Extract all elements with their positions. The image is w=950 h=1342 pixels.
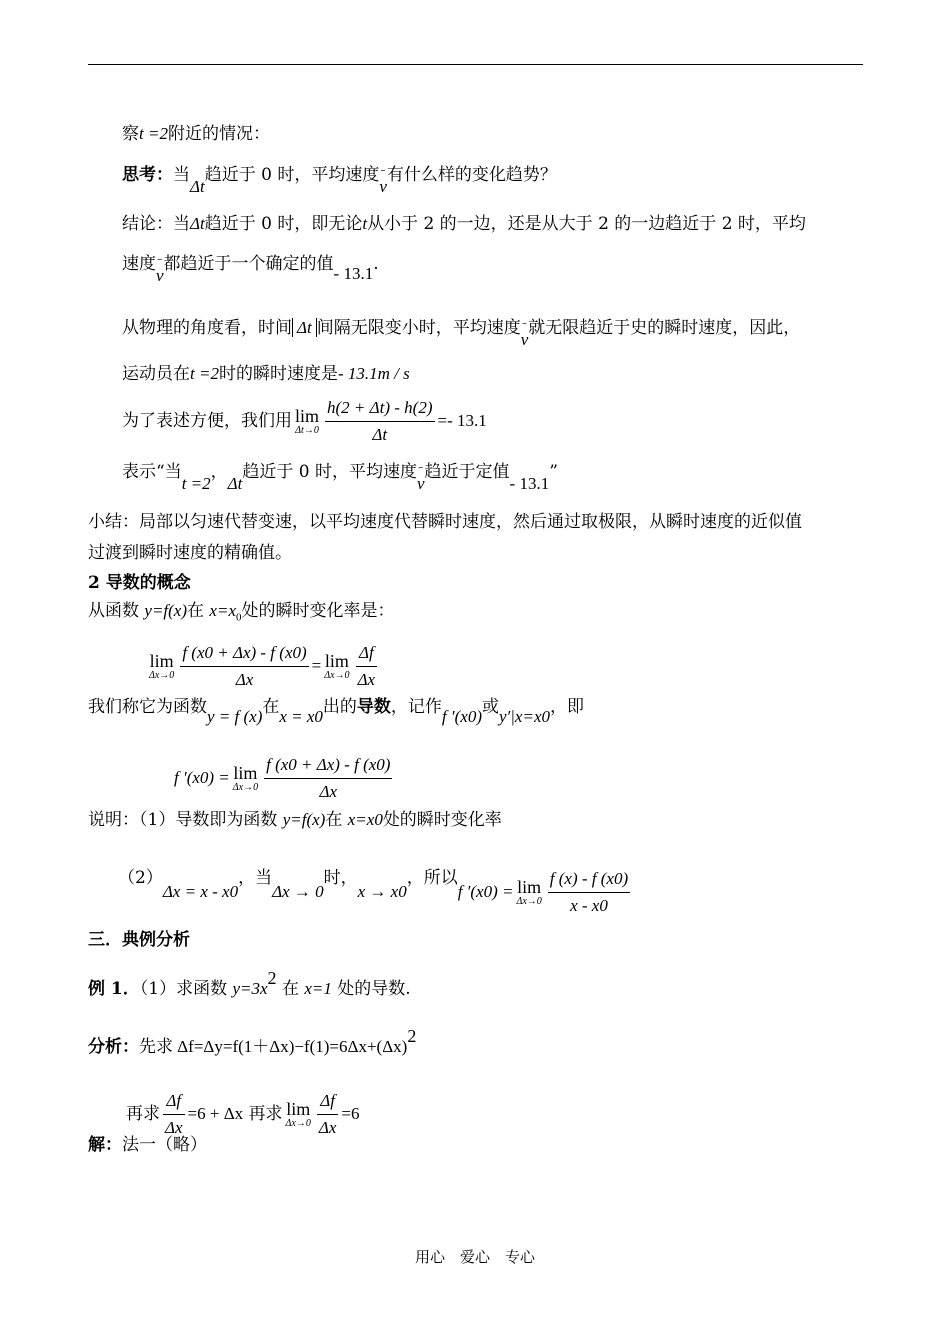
text: 都趋近于一个确定的值 <box>163 254 334 274</box>
math-vbar: – v <box>379 165 387 196</box>
text: 出的 <box>322 697 357 717</box>
math-lhs: f ′(x0) = <box>174 768 230 787</box>
text: 就无限趋近于史的瞬时速度，因此， <box>528 318 801 338</box>
math-x: x=x <box>209 601 236 620</box>
line-observe <box>122 122 270 146</box>
analysis-label: 分析： <box>88 1037 139 1057</box>
text: 表示“当 <box>122 462 182 482</box>
text: 间隔无限变小时，平均速度 <box>316 318 521 338</box>
section-title-examples: 三．典例分析 <box>88 930 190 950</box>
text: 趋近于 0 时，平均速度 <box>204 165 380 185</box>
header-rule <box>88 64 863 65</box>
text: ，当 <box>238 868 273 888</box>
math-dx0: Δx → 0 <box>272 882 324 901</box>
line-think <box>122 155 557 196</box>
math-equals: =6 + Δx <box>187 1104 244 1123</box>
limit-operator: lim Δx→0 <box>516 876 542 907</box>
summary-line-2: 过渡到瞬时速度的精确值。 <box>88 543 292 563</box>
math-x0: x = x0 <box>279 707 323 726</box>
summary-line-1: 小结：局部以匀速代替变速，以平均速度代替瞬时速度，然后通过取极限，从瞬时速度的近似值 <box>88 512 802 532</box>
line-physics-1 <box>122 308 801 349</box>
math-dt: Δt <box>227 474 243 493</box>
page-footer: 用心 爱心 专心 <box>414 1248 535 1266</box>
text: 在 <box>187 601 210 621</box>
math-t2: t =2 <box>139 124 168 143</box>
line-solution <box>88 1133 207 1157</box>
text: 再求 <box>248 1104 283 1124</box>
text: 趋近于定值 <box>424 462 510 482</box>
line-conclusion-1 <box>122 212 806 236</box>
think-label: 思考： <box>122 165 173 185</box>
line-express-text <box>122 452 558 493</box>
math-vbar: – v <box>156 254 164 285</box>
math-yfx: y=f(x) <box>282 810 326 829</box>
math-exponent: 2 <box>407 1026 417 1046</box>
math-x0: x=x0 <box>347 810 383 829</box>
text: 察 <box>122 124 139 144</box>
math-t: t <box>362 214 368 233</box>
text: 我们称它为函数 <box>88 697 207 717</box>
text: 在 <box>262 697 280 717</box>
line-analysis <box>88 1026 417 1059</box>
text: （2） <box>118 868 163 888</box>
fraction: $\frac{f (x0 + \Delta x) - f (x0)}{\Delta x}$ <box>264 752 392 805</box>
text: 处的导数. <box>331 979 411 999</box>
text: ，即 <box>549 697 584 717</box>
math-vbar: – v <box>520 318 529 349</box>
text: ” <box>549 462 558 482</box>
text: 运动员在 <box>122 364 190 384</box>
math-t2: t =2 <box>190 364 219 383</box>
math-yfx: y = f (x) <box>207 707 263 726</box>
text: 法一（略） <box>122 1135 207 1155</box>
limit-operator: lim Δx→0 <box>285 1098 311 1129</box>
math-dx: Δx = x - x0 <box>162 882 239 901</box>
text: 附近的情况： <box>167 124 270 144</box>
math-dt: Δt <box>190 177 205 196</box>
math-expression: 先求 Δf=Δy=f(1＋Δx)−f(1)=6Δx+(Δx) <box>139 1037 408 1056</box>
text: 时， <box>323 868 358 888</box>
fraction: $\frac{\Delta f}{\Delta x}$ <box>317 1088 339 1141</box>
math-value: - 13.1 <box>333 264 374 283</box>
math-equals: =- 13.1 <box>437 411 487 430</box>
math-x: x=1 <box>304 979 332 998</box>
math-y: y=3x <box>232 979 268 998</box>
line-express-formula <box>122 395 487 448</box>
formula-definition-2 <box>174 752 395 805</box>
math-equals: =6 <box>341 1104 360 1123</box>
text: 从物理的角度看，时间 <box>122 318 292 338</box>
text: ，所以 <box>406 868 458 888</box>
math-dt: Δt <box>190 214 205 233</box>
text: 在 <box>276 979 305 999</box>
text: 处的瞬时变化率是： <box>241 601 395 621</box>
text: 有什么样的变化趋势？ <box>386 165 557 185</box>
line-rate: 从函数 y=f(x)在 $x=x_0$处的瞬时变化率是： <box>88 601 395 624</box>
formula-definition-1 <box>146 640 380 693</box>
text: 时的瞬时速度是 <box>218 364 338 384</box>
fraction: $\frac{\Delta f}{\Delta x}$ <box>356 640 378 693</box>
line-conclusion-2 <box>122 244 379 285</box>
text: 在 <box>325 810 348 830</box>
solution-label: 解： <box>88 1135 122 1155</box>
term-derivative: 导数 <box>356 697 391 717</box>
limit-operator: lim Δx→0 <box>324 650 350 681</box>
text: 处的瞬时变化率 <box>382 810 502 830</box>
text: 从小于 2 的一边，还是从大于 2 的一边趋近于 2 时，平均 <box>367 214 806 234</box>
math-abs-dt: Δt <box>292 318 317 337</box>
text: （1）求函数 <box>139 979 233 999</box>
line-call-derivative <box>88 695 584 726</box>
math-yfx: y=f(x) <box>144 601 188 620</box>
limit-operator: lim Δx→0 <box>149 650 175 681</box>
text: 速度 <box>122 254 156 274</box>
example-label: 例 1． <box>88 979 140 999</box>
math-value: - 13.1 <box>509 474 550 493</box>
math-exponent: 2 <box>267 968 277 988</box>
text: 从函数 <box>88 601 145 621</box>
line-physics-2 <box>122 362 410 386</box>
section-title-derivative: 2 导数的概念 <box>88 573 191 593</box>
text: . <box>373 254 379 274</box>
line-example-1 <box>88 968 411 1001</box>
text: 再求 <box>126 1104 160 1124</box>
text: 趋近于 0 时，即无论 <box>204 214 363 234</box>
text: 当 <box>173 165 190 185</box>
text: 趋近于 0 时，平均速度 <box>242 462 417 482</box>
math-xx0: x → x0 <box>357 882 407 901</box>
line-note-2 <box>118 852 633 915</box>
fraction: $\frac{\Delta f}{\Delta x}$ <box>163 1088 185 1141</box>
math-fprime: f ′(x0) = <box>457 882 514 901</box>
text: 为了表述方便，我们用 <box>122 411 292 431</box>
fraction: $\frac{h(2 + \Delta t) - h(2)}{\Delta t}$ <box>325 395 434 448</box>
fraction: $\frac{f (x0 + \Delta x) - f (x0)}{\Delta x}$ <box>180 640 308 693</box>
text: 说明：（1）导数即为函数 <box>88 810 283 830</box>
line-note-1 <box>88 808 502 832</box>
math-equals: = <box>311 656 322 675</box>
math-vbar: – v <box>416 462 425 493</box>
text: 结论：当 <box>122 214 190 234</box>
limit-operator: lim Δt→0 <box>295 405 320 436</box>
text: ，记作 <box>390 697 442 717</box>
math-t2: t =2 <box>181 474 211 493</box>
math-yprime: y′|x=x0 <box>498 707 550 726</box>
text: 或 <box>481 697 499 717</box>
fraction: $\frac{f (x) - f (x0)}{x - x0}$ <box>548 866 630 919</box>
math-velocity: - 13.1m / s <box>337 364 410 383</box>
text: ， <box>210 462 228 482</box>
limit-operator: lim Δx→0 <box>232 762 259 793</box>
math-fprime: f ′(x0) <box>441 707 482 726</box>
